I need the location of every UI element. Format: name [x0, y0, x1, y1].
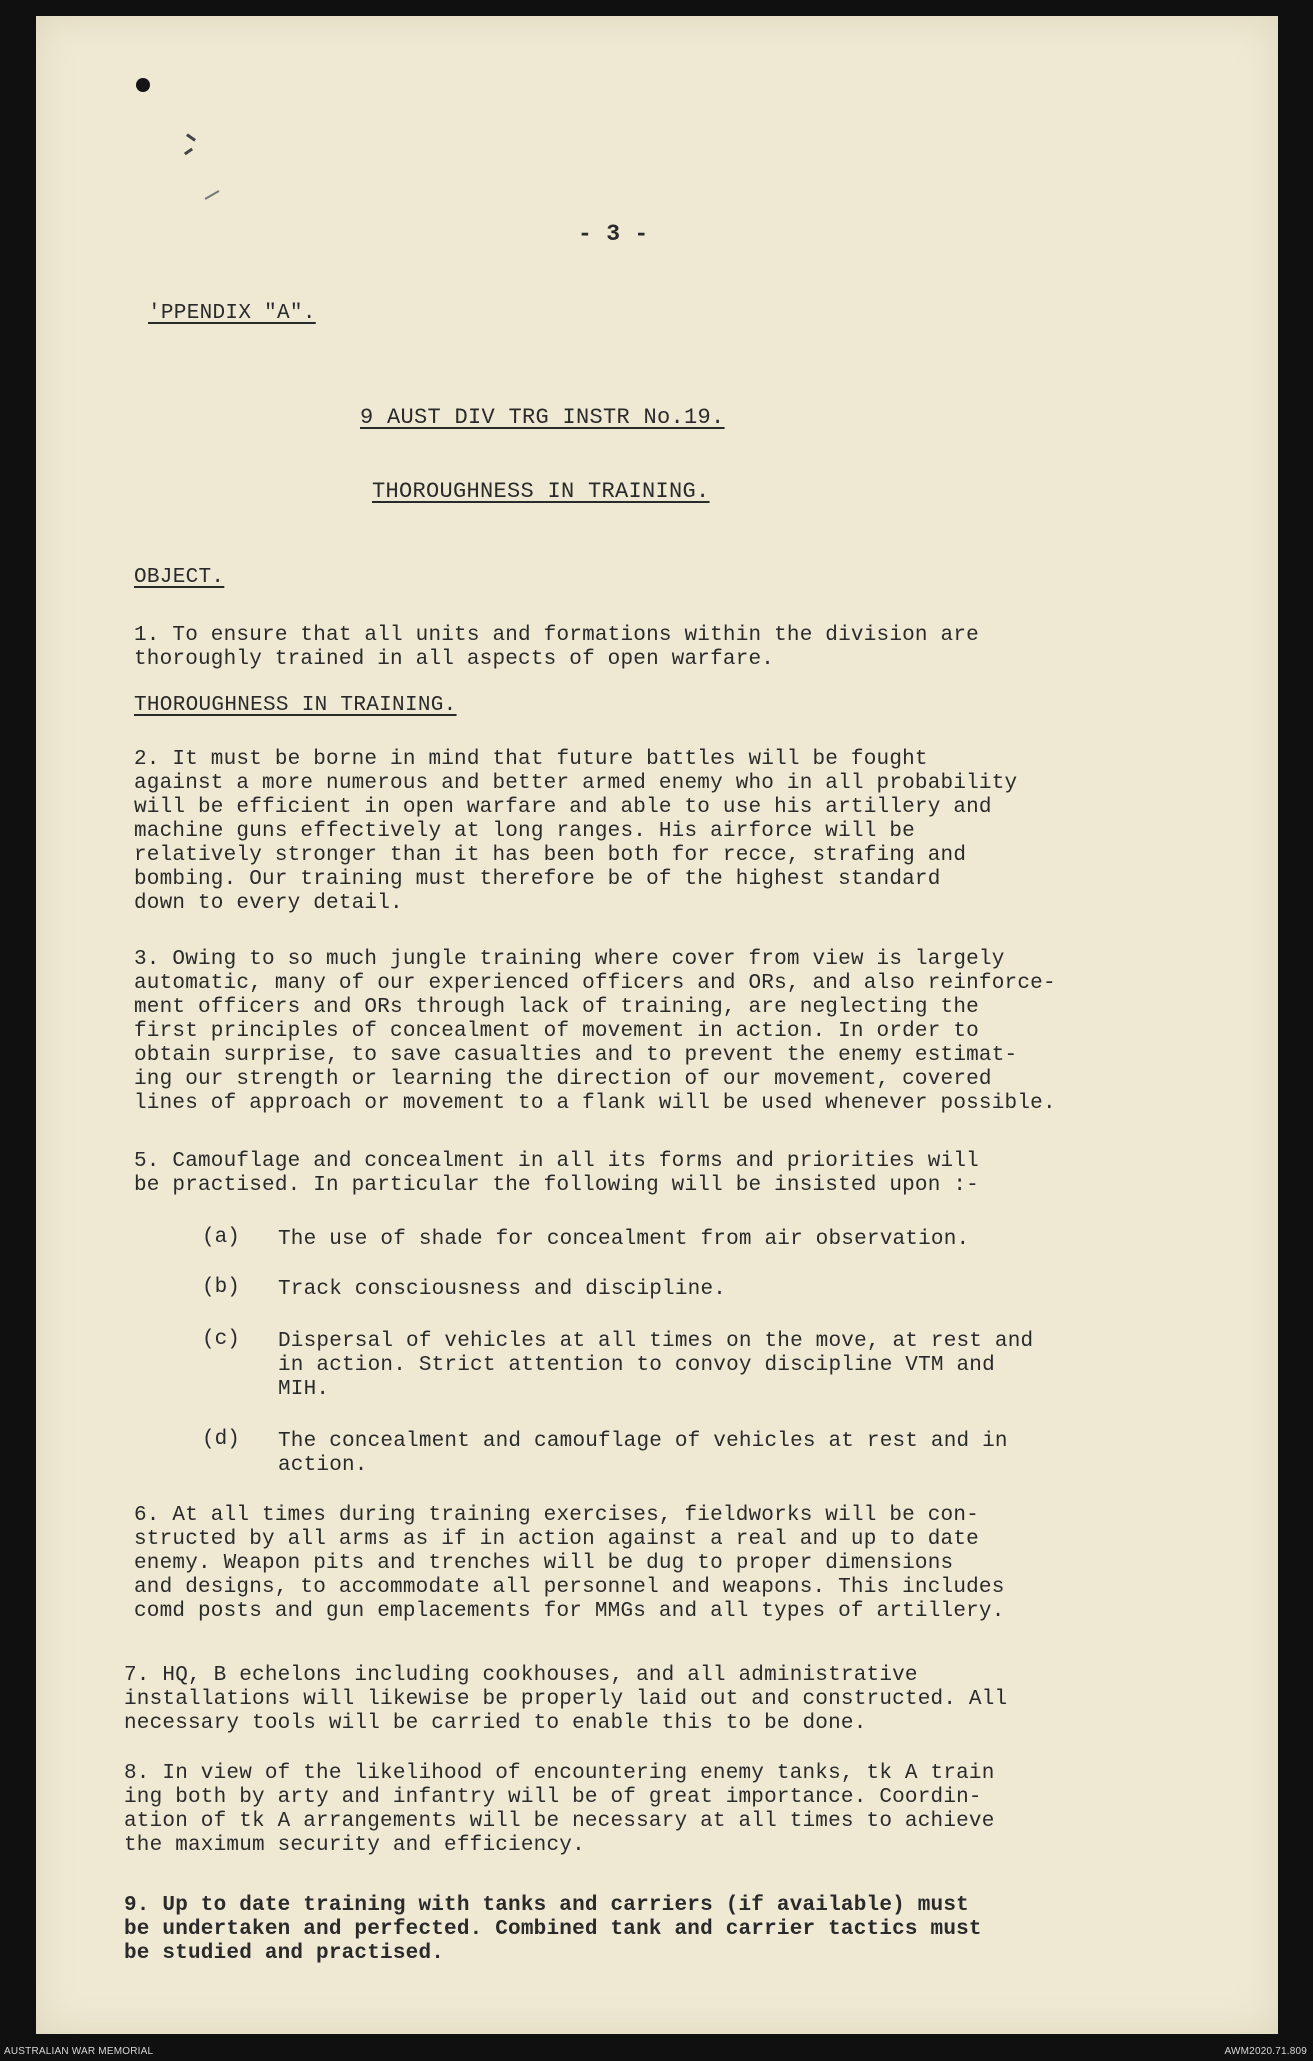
- paragraph-3: 3. Owing to so much jungle training where cover from view is largely automatic, many of our experienced officers and ORs, and also reinforce- ment officers and ORs through lack of training, are neglecting the first principles of concealment of movement in action. In order to obtain surprise, to save casualties and to prevent the enemy estimat- ing our strength or learning the direction of our movement, covered lines of approach or movement to a flank will be used whenever possible.: [134, 948, 1056, 1115]
- list-item-label: (b): [202, 1276, 240, 1299]
- ink-mark: [186, 133, 196, 141]
- footer-reference: AWM2020.71.809: [1224, 2046, 1307, 2057]
- list-item-text: The concealment and camouflage of vehicles at rest and in action.: [278, 1430, 1008, 1477]
- page-number: - 3 -: [578, 221, 649, 247]
- list-item-text: Dispersal of vehicles at all times on the move, at rest and in action. Strict attention to convoy discipline VTM and MIH.: [278, 1330, 1034, 1401]
- paragraph-7: 7. HQ, B echelons including cookhouses, and all administrative installations will likewise be properly laid out and constructed. All necessary tools will be carried to enable this to be done.: [124, 1664, 1008, 1735]
- list-item-text: Track consciousness and discipline.: [278, 1278, 727, 1301]
- list-item-text: The use of shade for concealment from air observation.: [278, 1228, 970, 1251]
- paragraph-1: 1. To ensure that all units and formations within the division are thoroughly trained in all aspects of open warfare.: [134, 624, 979, 671]
- paragraph-9: 9. Up to date training with tanks and carriers (if available) must be undertaken and perfected. Combined tank and carrier tactics must be studied and practised.: [124, 1894, 982, 1965]
- footer-source: AUSTRALIAN WAR MEMORIAL: [4, 2046, 154, 2057]
- thoroughness-heading: THOROUGHNESS IN TRAINING.: [134, 694, 457, 717]
- ink-mark: [205, 190, 220, 200]
- instruction-title: 9 AUST DIV TRG INSTR No.19.: [360, 405, 725, 430]
- object-heading: OBJECT.: [134, 566, 225, 589]
- paragraph-2: 2. It must be borne in mind that future battles will be fought against a more numerous and better armed enemy who in all probability will be efficient in open warfare and able to use his artillery and machine guns effectively at long ranges. His airforce will be relatively stronger than it has been both for recce, strafing and bombing. Our training must therefore be of the highest standard down to every detail.: [134, 748, 1018, 915]
- subject-title: THOROUGHNESS IN TRAINING.: [372, 479, 710, 504]
- paragraph-5: 5. Camouflage and concealment in all its forms and priorities will be practised. In particular the following will be insisted upon :-: [134, 1150, 979, 1197]
- paragraph-8: 8. In view of the likelihood of encountering enemy tanks, tk A train ing both by arty and infantry will be of great importance. Coordin- ation of tk A arrangements will be necessary at all times to achieve the maximum security and efficiency.: [124, 1762, 995, 1857]
- ink-mark: [184, 148, 193, 156]
- list-item-label: (c): [202, 1328, 240, 1351]
- appendix-heading: 'PPENDIX "A".: [148, 302, 316, 325]
- punch-hole: [136, 78, 150, 92]
- paragraph-6: 6. At all times during training exercises, fieldworks will be con- structed by all arms as if in action against a real and up to date enemy. Weapon pits and trenches will be dug to proper dimensions and designs, to accommodate all personnel and weapons. This includes comd posts and gun emplacements for MMGs and all types of artillery.: [134, 1504, 1005, 1623]
- list-item-label: (d): [202, 1428, 240, 1451]
- list-item-label: (a): [202, 1226, 240, 1249]
